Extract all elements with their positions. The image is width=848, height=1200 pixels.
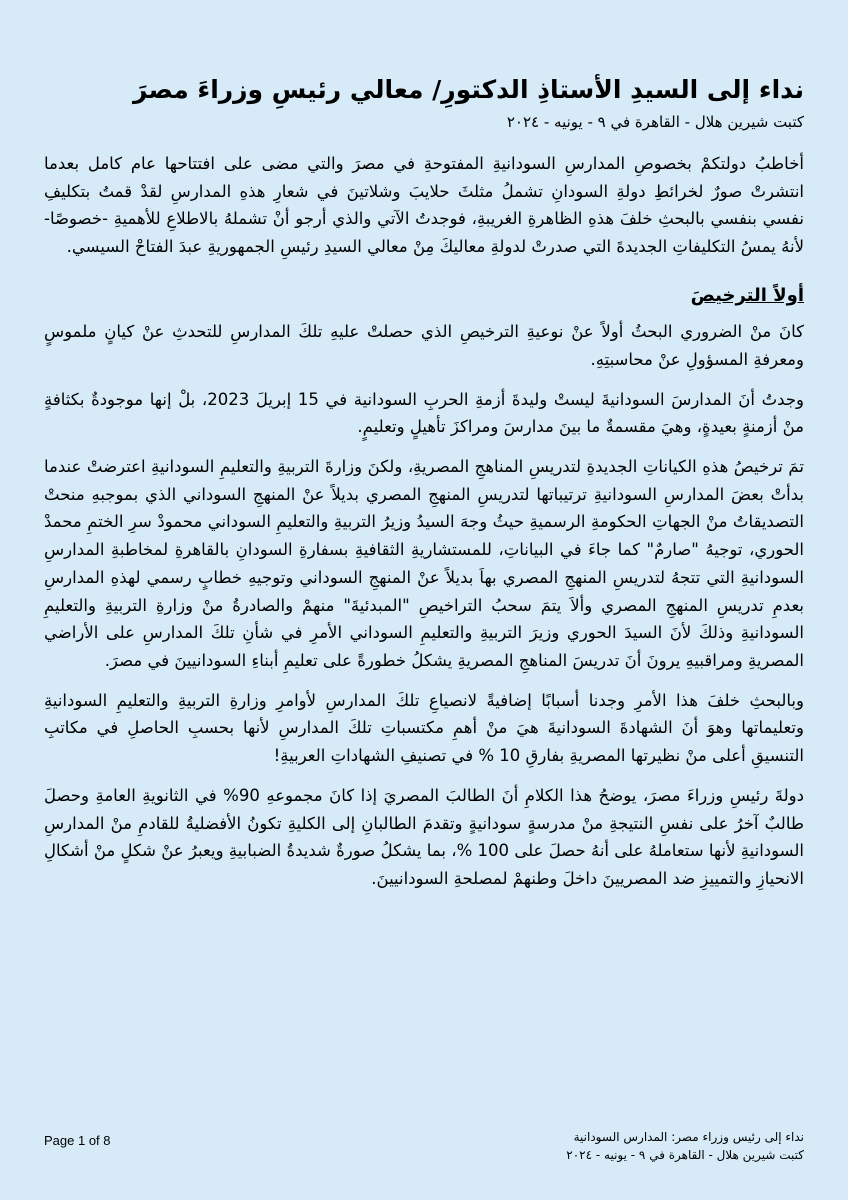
page-footer: [404, 1128, 804, 1164]
document-byline: كتبت شيرين هلال - القاهرة في ٩ - يونيه - ٢٠٢٤: [506, 112, 804, 131]
body-paragraph: وجدتُ أنَ المدارسَ السودانيةَ ليستْ وليدةَ أزمةِ الحربِ السودانية في 15 إبريلَ 2023، بلْ إنها موجودةٌ بكثافةٍ منْ أزمنةٍ بعيدةٍ، وهيَ مقسمةٌ ما بينَ مدارسَ ومراكزَ تأهيلٍ وتعليمٍ.: [44, 389, 804, 437]
document-title: نداء إلى السيدِ الأستاذِ الدكتورِ/ معالي رئيسِ وزراءَ مصرَ: [133, 75, 804, 104]
body-paragraph: تمَ ترخيصُ هذهِ الكياناتِ الجديدةِ لتدريسِ المناهجِ المصريةِ، ولكنَ وزارةَ التربيةِ والتعليمِ السودانيةِ اعترضتْ عندما بدأتْ بعضَ المدارسِ السودانيةِ ترتيباتها لتدريسِ المنهجِ المصري بديلاً عنْ المنهجِ السوداني الذي بموجبهِ منحتْ التصديقاتُ منْ الجهاتِ الحكومةِ الرسميةِ حيثُ وجهَ السيدُ وزيرُ التربيةِ والتعليمِ السوداني محمودْ سرِ الختمِ محمدْ الحوري، توجيهُ "صارمٌ" كما جاءَ في البياناتِ، للمستشاريةِ الثقافيةِ بسفارةِ السودانِ بالقاهرةِ لمخاطبةِ المدارسِ السودانيةِ التي تتجهُ لتدريسِ المنهجِ المصري بهاَ بديلاً عنْ المنهجِ السوداني وتوجيهِ خطابٍ رسمي لهذهِ المدارسِ بعدمِ تدريسِ المنهجِ المصري وألاَ يتمَ سحبُ التراخيصِ "المبدئيةَ" منهمْ والصادرةُ منْ وزارةِ التربيةِ والتعليمِ السودانيةِ وذلكَ لأنَ السيدَ الحوري وزيرَ التربيةِ والتعليمِ السوداني الأمرِ في شأنِ تلكَ المدارسِ على الأراضي المصريةِ ومراقبيهِ يرونَ أنَ تدريسَ المناهجِ المصريةِ يشكلُ خطورةً على تعليمِ أبناءِ السودانيينَ في مصرَ.: [44, 456, 804, 670]
footer-doc-label: نداء إلى رئيس وزراء مصر: المدارس السودانية: [573, 1130, 804, 1144]
section-heading-licensing: أولاً الترخيصَ: [690, 284, 804, 306]
body-paragraph: كانَ منْ الضروري البحثُ أولاً عنْ نوعيةِ الترخيصِ الذي حصلتْ عليهِ تلكَ المدارسِ للتحدثِ عنْ كيانٍ ملموسٍ ومعرفةِ المسؤولِ عنْ محاسبتِهِ.: [44, 322, 804, 369]
body-paragraph: دولةَ رئيسِ وزراءَ مصرَ، يوضحُ هذا الكلامِ أنَ الطالبَ المصريَ إذا كانَ مجموعهِ 90% في الثانويةِ العامةِ وحصلَ طالبٌ آخرُ على نفسِ النتيجةِ منْ مدرسةٍ سودانيةٍ وتقدمَ الطالبانِ إلى الكليةِ تكونُ الأفضليةُ للقادمِ منْ المدارسِ السودانيةِ لأنها ستعاملهُ على أنهُ حصلَ على 100 %، بما يشكلُ صورةٌ شديدةُ الضبابيةِ ويعبرُ عنْ شكلٍ منْ أشكالِ الانحيازِ والتمييزِ ضد المصريينَ داخلَ وطنهمْ لمصلحةِ السودانيينَ.: [44, 785, 805, 888]
intro-paragraph: أخاطبُ دولتكمْ بخصوصِ المدارسِ السودانيةِ المفتوحةِ في مصرَ والتي مضى على افتتاحها عام كامل بعدما انتشرتْ صورٌ لخرائطِ دولةِ السودانِ تشملُ مثلثَ حلايبَ وشلاتينَ في شعارِ هذهِ المدارسِ لقدْ قمتُ بتكليفِ نفسي بنفسي بالبحثِ خلفَ هذهِ الظاهرةِ الغريبةِ، فوجدتُ الآتي والذي أرجو أنْ تشملهُ بالاطلاعِ للأهميةِ -خصوصًا- لأنهُ يمسُ التكليفاتِ الجديدةَ التي صدرتْ لدولةِ معاليكَ مِنْ معالي السيدِ رئيسِ الجمهوريةِ عبدَ الفتاحْ السيسي.: [44, 154, 804, 257]
document-body: [44, 74, 804, 905]
body-paragraph: وبالبحثِ خلفَ هذا الأمرِ وجدنا أسبابًا إضافيةً لانصياعِ تلكَ المدارسِ لأوامرِ وزارةِ التربيةِ والتعليمِ السودانيةِ وتعليماتها وهوَ أنَ الشهادةَ السودانيةَ هيَ منْ أهمِ مكتسباتِ تلكَ المدارسِ لأنها بحسبِ الحاصلِ في مكاتبِ التنسيقِ أعلى منْ نظيرتها المصريةِ بفارقِ 10 % في تصنيفِ الشهاداتِ العربيةِ!: [44, 690, 804, 766]
footer-byline: كتبت شيرين هلال - القاهرة في ٩ - يونيه - ٢٠٢٤: [566, 1148, 804, 1162]
page-number: Page 1 of 8: [44, 1133, 111, 1148]
